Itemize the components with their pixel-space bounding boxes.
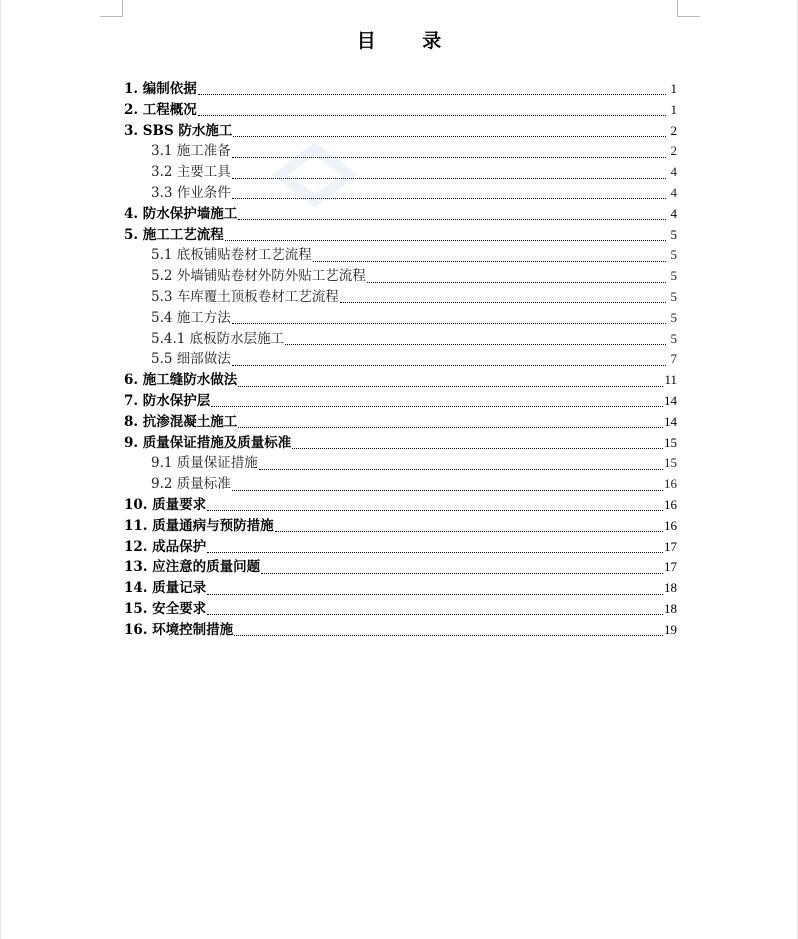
- toc-dot-leader: [232, 197, 666, 199]
- toc-entry-text: 4. 防水保护墙施工: [124, 205, 238, 222]
- toc-entry[interactable]: [124, 329, 677, 350]
- toc-entry-text: 15. 安全要求: [124, 600, 207, 617]
- toc-entry-text: 5. 施工工艺流程: [124, 226, 224, 243]
- toc-entry[interactable]: [124, 391, 677, 412]
- toc-entry[interactable]: [124, 183, 677, 204]
- toc-page-number: 14: [664, 413, 677, 429]
- toc-entry-text: 14. 质量记录: [124, 580, 207, 597]
- toc-dot-leader: [232, 322, 666, 324]
- toc-page-number: 4: [670, 205, 677, 221]
- toc-entry[interactable]: [124, 433, 677, 454]
- toc-page-number: 18: [664, 580, 677, 596]
- toc-dot-leader: [367, 281, 666, 283]
- toc-dot-leader: [232, 156, 666, 158]
- toc-dot-leader: [275, 530, 663, 532]
- toc-dot-leader: [285, 343, 666, 345]
- toc-dot-leader: [207, 613, 663, 615]
- toc-dot-leader: [207, 551, 663, 553]
- toc-page-number: 16: [664, 517, 677, 533]
- table-of-contents: [124, 79, 677, 641]
- toc-dot-leader: [233, 135, 666, 137]
- toc-entry-text: 7. 防水保护层: [124, 392, 211, 409]
- toc-page-number: 19: [664, 621, 677, 637]
- toc-page-number: 2: [670, 122, 677, 138]
- toc-entry[interactable]: [124, 474, 677, 495]
- toc-entry-text: 6. 施工缝防水做法: [124, 372, 238, 389]
- toc-entry[interactable]: [124, 308, 677, 329]
- toc-entry[interactable]: [124, 245, 677, 266]
- toc-dot-leader: [198, 114, 666, 116]
- toc-entry[interactable]: [124, 79, 677, 100]
- toc-page-number: 2: [670, 143, 677, 159]
- toc-page-number: 5: [670, 288, 677, 304]
- toc-entry[interactable]: [124, 287, 677, 308]
- toc-page-number: 15: [664, 434, 677, 450]
- page-corner-mark-top-left: [100, 0, 123, 17]
- toc-entry-text: 5.3 车库覆土顶板卷材工艺流程: [151, 288, 339, 305]
- toc-page-number: 4: [670, 164, 677, 180]
- toc-entry-text: 5.5 细部做法: [151, 351, 231, 368]
- toc-dot-leader: [340, 301, 666, 303]
- toc-entry[interactable]: [124, 100, 677, 121]
- toc-page-number: 5: [670, 330, 677, 346]
- toc-entry-text: 5.2 外墙铺贴卷材外防外贴工艺流程: [151, 268, 366, 285]
- toc-page-number: 16: [664, 496, 677, 512]
- toc-page-number: 5: [670, 247, 677, 263]
- toc-entry[interactable]: [124, 599, 677, 620]
- toc-dot-leader: [207, 509, 663, 511]
- toc-dot-leader: [234, 634, 663, 636]
- toc-entry[interactable]: [124, 412, 677, 433]
- toc-entry-text: 12. 成品保护: [124, 538, 207, 555]
- toc-page-number: 15: [664, 455, 677, 471]
- toc-page-number: 18: [664, 600, 677, 616]
- page-corner-mark-top-right: [677, 0, 700, 17]
- toc-entry[interactable]: [124, 204, 677, 225]
- toc-entry-text: 3. SBS 防水施工: [124, 122, 233, 139]
- toc-dot-leader: [261, 572, 663, 574]
- toc-dot-leader: [207, 593, 663, 595]
- toc-entry-text: 5.4 施工方法: [151, 309, 231, 326]
- toc-dot-leader: [238, 218, 666, 220]
- toc-entry-text: 10. 质量要求: [124, 496, 207, 513]
- toc-page-number: 5: [670, 226, 677, 242]
- toc-entry[interactable]: [124, 495, 677, 516]
- toc-page-number: 17: [664, 538, 677, 554]
- toc-dot-leader: [238, 426, 663, 428]
- toc-page-number: 7: [670, 351, 677, 367]
- toc-entry[interactable]: [124, 516, 677, 537]
- toc-page-number: 1: [670, 101, 677, 117]
- toc-entry-text: 9.2 质量标准: [151, 476, 231, 493]
- toc-dot-leader: [238, 385, 663, 387]
- toc-entry[interactable]: [124, 370, 677, 391]
- toc-entry-text: 9.1 质量保证措施: [151, 455, 258, 472]
- toc-dot-leader: [211, 405, 663, 407]
- toc-entry[interactable]: [124, 557, 677, 578]
- toc-dot-leader: [313, 260, 666, 262]
- toc-entry[interactable]: [124, 225, 677, 246]
- toc-entry[interactable]: [124, 349, 677, 370]
- toc-entry[interactable]: [124, 537, 677, 558]
- page-left-edge: [0, 0, 1, 939]
- toc-entry[interactable]: [124, 121, 677, 142]
- toc-dot-leader: [198, 93, 666, 95]
- toc-entry[interactable]: [124, 162, 677, 183]
- toc-entry-text: 3.2 主要工具: [151, 164, 231, 181]
- toc-entry-text: 5.1 底板铺贴卷材工艺流程: [151, 247, 312, 264]
- toc-entry-text: 5.4.1 底板防水层施工: [151, 330, 285, 347]
- toc-page-number: 11: [664, 372, 677, 388]
- toc-dot-leader: [259, 468, 663, 470]
- toc-page-number: 1: [670, 81, 677, 96]
- toc-page-number: 16: [664, 476, 677, 492]
- toc-entry-text: 9. 质量保证措施及质量标准: [124, 434, 292, 451]
- toc-page-number: 5: [670, 309, 677, 325]
- toc-entry-text: 1. 编制依据: [124, 81, 197, 97]
- toc-entry-text: 2. 工程概况: [124, 101, 197, 118]
- toc-dot-leader: [225, 239, 666, 241]
- toc-entry-text: 8. 抗渗混凝土施工: [124, 413, 238, 430]
- toc-entry[interactable]: [124, 578, 677, 599]
- toc-entry[interactable]: [124, 620, 677, 641]
- toc-page-number: 4: [670, 184, 677, 200]
- toc-entry[interactable]: [124, 266, 677, 287]
- toc-title: 目 录: [356, 30, 462, 52]
- toc-dot-leader: [232, 177, 666, 179]
- toc-entry[interactable]: [124, 141, 677, 162]
- toc-page-number: 17: [664, 559, 677, 575]
- toc-page-number: 14: [664, 392, 677, 408]
- toc-dot-leader: [292, 447, 663, 449]
- toc-entry-text: 3.3 作业条件: [151, 184, 231, 201]
- toc-entry-text: 16. 环境控制措施: [124, 621, 234, 638]
- toc-dot-leader: [232, 364, 666, 366]
- toc-entry-text: 13. 应注意的质量问题: [124, 559, 261, 576]
- toc-page-number: 5: [670, 268, 677, 284]
- toc-entry-text: 11. 质量通病与预防措施: [124, 517, 274, 534]
- toc-entry[interactable]: [124, 453, 677, 474]
- toc-entry-text: 3.1 施工准备: [151, 143, 231, 160]
- toc-dot-leader: [232, 489, 663, 491]
